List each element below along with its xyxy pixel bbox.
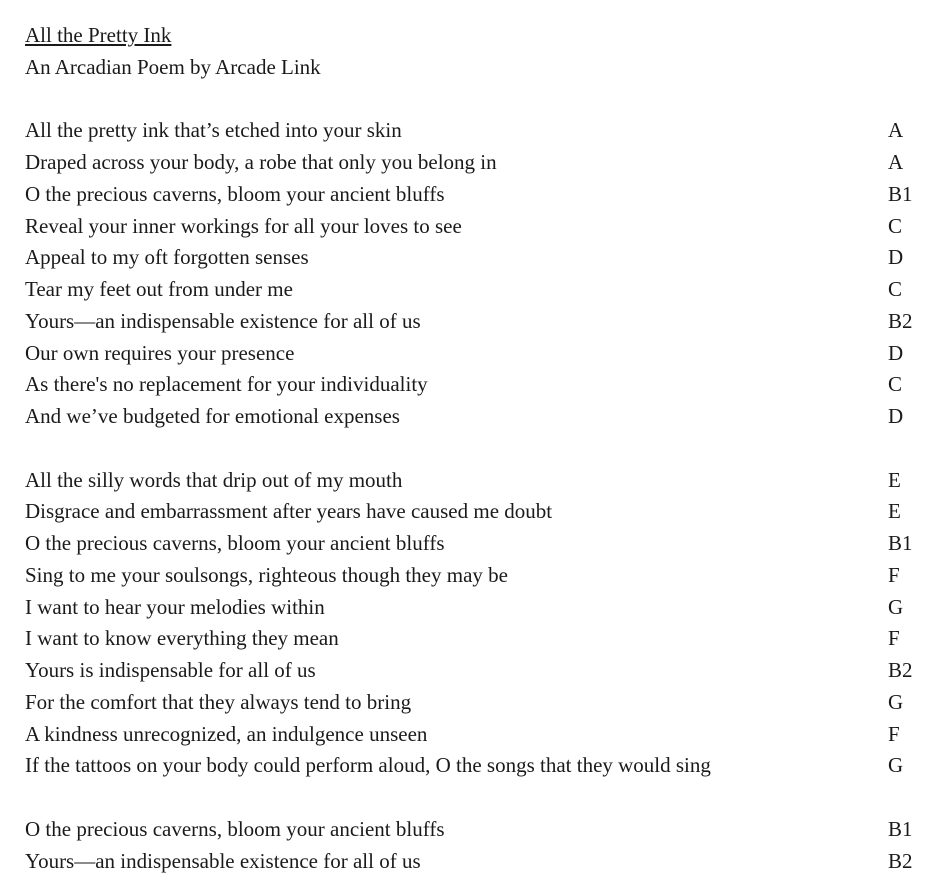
line-text: Our own requires your presence (25, 340, 295, 365)
rhyme-scheme-label: B1 (888, 816, 913, 841)
line-text: Tear my feet out from under me (25, 277, 293, 301)
poem-line (25, 814, 925, 846)
rhyme-scheme-label: F (888, 562, 900, 587)
poem-line (25, 496, 925, 528)
rhyme-scheme-label: E (888, 499, 901, 524)
rhyme-scheme-label: F (888, 626, 900, 651)
poem-line (25, 719, 925, 751)
poem-line (25, 655, 925, 687)
poem-line (25, 274, 925, 306)
rhyme-scheme-label: C (888, 213, 903, 238)
line-text: I want to hear your melodies within (25, 594, 325, 619)
rhyme-scheme-label: A (888, 150, 904, 174)
poem-title: All the Pretty Ink (25, 23, 172, 47)
poem-line (25, 465, 925, 497)
rhyme-scheme-label: C (888, 372, 903, 397)
poem-line (25, 179, 925, 211)
poem-line (25, 338, 925, 370)
rhyme-scheme-label: E (888, 467, 901, 492)
stanza-gap (25, 84, 925, 116)
rhyme-scheme-label: D (888, 245, 904, 270)
rhyme-scheme-label: F (888, 721, 900, 746)
rhyme-scheme-label: B2 (888, 848, 913, 873)
poem-body (25, 84, 925, 878)
poem-line (25, 147, 925, 179)
stanza-1 (25, 115, 925, 433)
poem-line (25, 687, 925, 719)
rhyme-scheme-label: D (888, 340, 904, 365)
poem-line (25, 846, 925, 878)
rhyme-scheme-label: B2 (888, 658, 913, 682)
stanza-gap (25, 782, 925, 814)
line-text: Draped across your body, a robe that only you belong in (25, 150, 497, 174)
line-text: Sing to me your soulsongs, righteous though they may be (25, 562, 508, 587)
rhyme-scheme-label: B1 (888, 531, 913, 555)
line-text: For the comfort that they always tend to bring (25, 689, 412, 714)
poem-line (25, 115, 925, 147)
poem-line (25, 401, 925, 433)
poem-line (25, 369, 925, 401)
line-text: All the pretty ink that’s etched into your skin (25, 118, 402, 143)
line-text: Yours—an indispensable existence for all of us (25, 308, 421, 333)
poem-line (25, 306, 925, 338)
poem-line (25, 750, 925, 782)
line-text: I want to know everything they mean (25, 626, 339, 651)
poem-line (25, 623, 925, 655)
line-text: Yours—an indispensable existence for all of us (25, 848, 421, 873)
poem-line (25, 211, 925, 243)
line-text: O the precious caverns, bloom your ancient bluffs (25, 531, 445, 555)
poem-line (25, 242, 925, 274)
line-text: And we’ve budgeted for emotional expenses (25, 404, 400, 428)
rhyme-scheme-label: B2 (888, 308, 913, 333)
rhyme-scheme-label: G (888, 753, 904, 778)
poem-line (25, 560, 925, 592)
rhyme-scheme-label: A (888, 118, 904, 143)
line-text: Appeal to my oft forgotten senses (25, 245, 309, 270)
rhyme-scheme-label: D (888, 404, 904, 428)
rhyme-scheme-label: C (888, 277, 903, 301)
line-text: All the silly words that drip out of my mouth (25, 467, 403, 492)
stanza-3 (25, 814, 925, 878)
line-text: Disgrace and embarrassment after years have caused me doubt (25, 499, 553, 524)
poem-subtitle: An Arcadian Poem by Arcade Link (25, 54, 321, 79)
poem-line (25, 592, 925, 624)
stanza-2 (25, 465, 925, 783)
poem-line (25, 528, 925, 560)
rhyme-scheme-label: B1 (888, 181, 913, 206)
line-text: If the tattoos on your body could perform aloud, O the songs that they would sing (25, 753, 711, 778)
rhyme-scheme-label: G (888, 689, 904, 714)
line-text: A kindness unrecognized, an indulgence unseen (25, 721, 428, 746)
line-text: As there's no replacement for your individuality (25, 372, 428, 397)
stanza-gap (25, 433, 925, 465)
line-text: Yours is indispensable for all of us (25, 658, 316, 682)
line-text: O the precious caverns, bloom your ancient bluffs (25, 181, 445, 206)
line-text: O the precious caverns, bloom your ancient bluffs (25, 816, 445, 841)
line-text: Reveal your inner workings for all your loves to see (25, 213, 462, 238)
rhyme-scheme-label: G (888, 594, 904, 619)
poem-document (25, 20, 925, 877)
